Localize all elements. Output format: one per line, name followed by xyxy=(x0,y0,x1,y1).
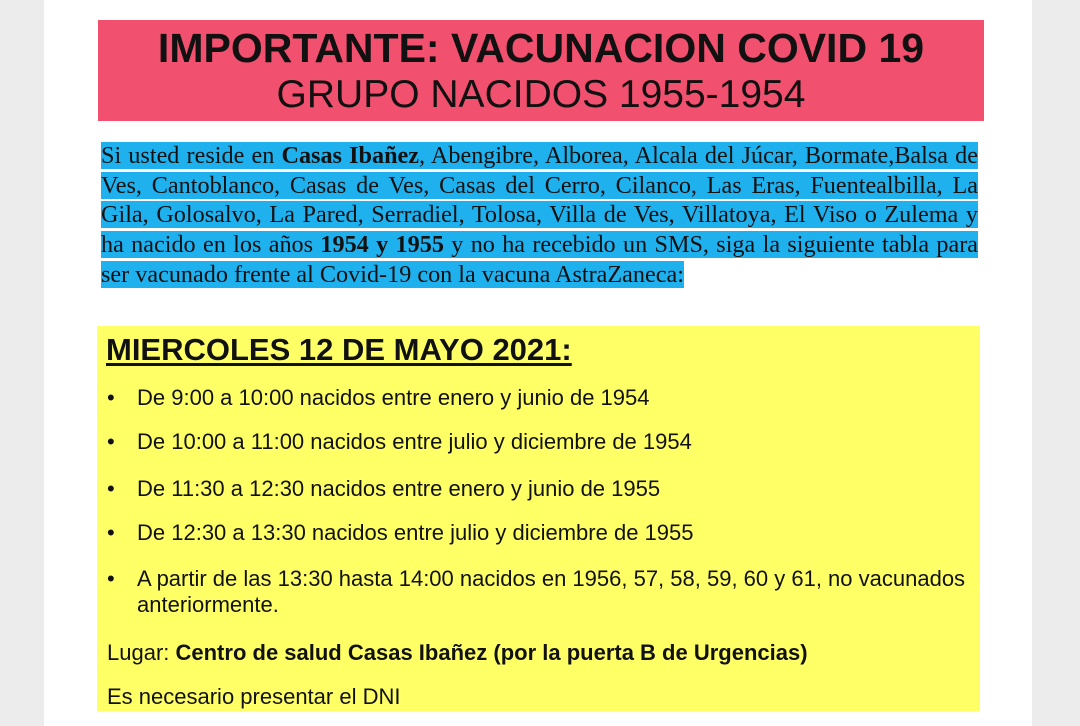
place-value: Centro de salud Casas Ibañez (por la puerta B de Urgencias) xyxy=(175,640,808,665)
bullet-icon: • xyxy=(107,385,115,410)
slot-text: De 11:30 a 12:30 nacidos entre enero y junio de 1955 xyxy=(137,476,661,501)
banner-subtitle: GRUPO NACIDOS 1955-1954 xyxy=(276,73,806,116)
schedule-date: MIERCOLES 12 DE MAYO 2021: xyxy=(106,332,572,367)
slot-text: A partir de las 13:30 hasta 14:00 nacidos en 1956, 57, 58, 59, 60 y 61, no vacunados anteriormente. xyxy=(137,566,966,617)
slot-text: De 10:00 a 11:00 nacidos entre julio y diciembre de 1954 xyxy=(137,429,692,454)
slot-text: De 9:00 a 10:00 nacidos entre enero y junio de 1954 xyxy=(137,385,650,410)
title-banner xyxy=(98,20,984,121)
intro-text-3: y no ha recebido un SMS, siga la siguiente tabla para ser vacunado frente al Covid-19 con la vacuna AstraZaneca: xyxy=(101,231,979,288)
place-label: Lugar: xyxy=(107,640,176,665)
intro-text-1: Si usted reside en xyxy=(101,142,282,169)
schedule-slot xyxy=(107,566,967,618)
dni-note: Es necesario presentar el DNI xyxy=(107,684,401,709)
schedule-slot xyxy=(107,476,967,502)
intro-highlight xyxy=(101,142,978,288)
intro-text-2: , Abengibre, Alborea, Alcala del Júcar, Bormate,Balsa de Ves, Cantoblanco, Casas de Ves, Casas del Cerro, Cilanco, Las Eras, Fuentealbilla, La Gila, Golosalvo, La Pared, Serradiel, Tolosa, Villa de Ves, Villatoya, El Viso o Zulema y ha nacido en los años xyxy=(101,142,978,259)
bullet-icon: • xyxy=(107,476,115,501)
banner-title: IMPORTANTE: VACUNACION COVID 19 xyxy=(157,25,925,71)
schedule-slot xyxy=(107,520,967,546)
slot-text: De 12:30 a 13:30 nacidos entre julio y diciembre de 1955 xyxy=(137,520,694,545)
schedule-box xyxy=(97,326,980,711)
bullet-icon: • xyxy=(107,566,115,591)
bullet-icon: • xyxy=(107,429,115,454)
bullet-icon: • xyxy=(107,520,115,545)
schedule-slot xyxy=(107,429,967,455)
place-line xyxy=(107,640,808,666)
intro-years: 1954 y 1955 xyxy=(320,231,444,259)
intro-town: Casas Ibañez xyxy=(281,142,420,169)
schedule-slot xyxy=(107,385,967,411)
intro-paragraph xyxy=(101,141,978,290)
